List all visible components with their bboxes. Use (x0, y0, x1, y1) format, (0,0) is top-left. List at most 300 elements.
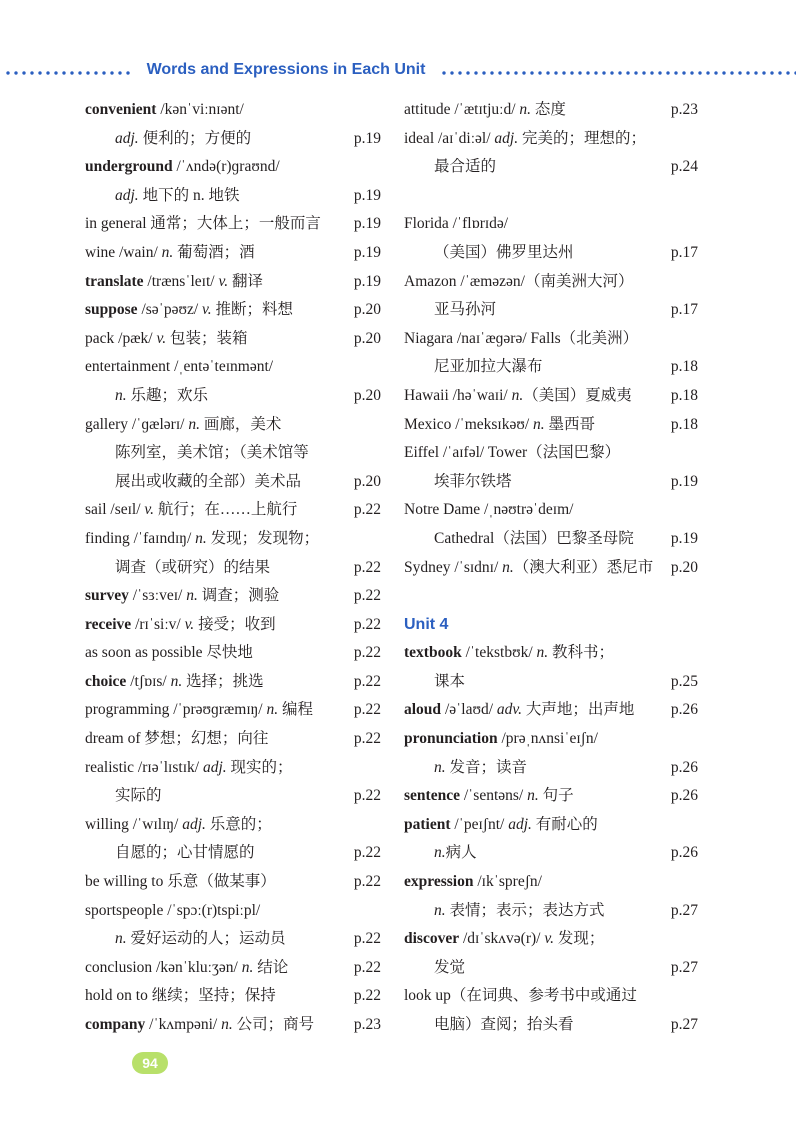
vocab-entry (404, 868, 698, 897)
entry-text (404, 525, 634, 554)
pronunciation-text: finding /ˈfaɪndɪŋ/ (85, 529, 196, 547)
definition: 地下的 n. 地铁 (138, 186, 240, 204)
page-header (0, 60, 800, 84)
entry-text (404, 210, 508, 239)
entry-text (404, 153, 496, 182)
part-of-speech: adj. (115, 186, 139, 204)
vocab-entry (85, 725, 381, 754)
entry-text (404, 668, 465, 697)
pronunciation-text: /ˈkʌmpəni/ (145, 1016, 222, 1033)
page-reference: p.23 (670, 101, 698, 118)
entry-text (85, 868, 276, 897)
page-reference: p.22 (353, 587, 381, 605)
page-reference: p.22 (353, 501, 381, 519)
part-of-speech: n. (511, 386, 524, 404)
pronunciation-text: /ˈsɜːveɪ/ (128, 587, 187, 605)
definition: 发音；读音 (445, 758, 528, 776)
entry-text (404, 639, 614, 668)
pronunciation-text: 发觉 (434, 958, 466, 976)
entry-text (85, 439, 309, 468)
page-reference: p.22 (353, 958, 381, 976)
vocab-entry (404, 525, 698, 554)
headword: convenient (85, 101, 157, 118)
pronunciation-text: programming /ˈprəʊɡræmɪŋ/ (85, 701, 267, 719)
spacer (404, 582, 698, 611)
vocab-entry (85, 611, 381, 640)
entry-text (85, 496, 297, 525)
page-reference: p.22 (353, 873, 381, 891)
pronunciation-text: Sydney /ˈsɪdnɪ/ (404, 558, 503, 576)
headword: receive (85, 615, 132, 633)
vocab-entry (85, 897, 381, 926)
pronunciation-text: be willing to 乐意（做某事） (85, 873, 276, 891)
page-reference: p.22 (353, 844, 381, 862)
vocab-entry (85, 668, 381, 697)
vocab-entry (85, 182, 381, 211)
entry-text (85, 754, 293, 783)
entry-text (85, 668, 264, 697)
entry-text (404, 325, 638, 354)
pronunciation-text: Cathedral（法国）巴黎圣母院 (434, 529, 634, 547)
definition: （澳大利亚）悉尼市 (513, 558, 654, 576)
part-of-speech: n. (527, 787, 539, 805)
page-reference: p.19 (670, 529, 698, 547)
part-of-speech: n. (434, 758, 446, 776)
definition: 公司；商号 (232, 1016, 315, 1033)
vocab-entry (404, 725, 698, 754)
vocab-entry (404, 411, 698, 440)
page-reference: p.27 (670, 1016, 698, 1033)
vocab-entry (85, 325, 381, 354)
part-of-speech: n. (188, 415, 200, 433)
pronunciation-text: pack /pæk/ (85, 329, 157, 347)
page-reference: p.22 (353, 787, 381, 805)
entry-text (404, 468, 512, 497)
headword: patient (404, 815, 451, 833)
pronunciation-text: /tʃɒɪs/ (126, 672, 171, 690)
headword: survey (85, 587, 129, 605)
pronunciation-text: Notre Dame /ˌnəʊtrəˈdeɪm/ (404, 501, 574, 519)
vocab-entry (404, 439, 698, 468)
part-of-speech: n. (195, 529, 207, 547)
part-of-speech: v. (218, 272, 229, 290)
page-reference: p.25 (670, 672, 698, 690)
pronunciation-text: /ˈpeɪʃnt/ (450, 815, 509, 833)
vocab-entry (404, 353, 698, 382)
pronunciation-text: look up（在词典、参考书中或通过 (404, 987, 637, 1005)
definition: （美国）夏威夷 (523, 386, 632, 404)
part-of-speech: v. (202, 301, 212, 319)
part-of-speech: adj. (494, 129, 519, 147)
part-of-speech: n. (266, 701, 279, 719)
entry-text (85, 353, 273, 382)
pronunciation-text: wine /wain/ (85, 243, 162, 261)
entry-text (85, 696, 313, 725)
page-reference: p.22 (353, 644, 381, 662)
pronunciation-text: 电脑）查阅；抬头看 (434, 1016, 574, 1033)
definition: 表情；表示；表达方式 (445, 901, 605, 919)
page-reference: p.27 (670, 958, 698, 976)
pronunciation-text: 尼亚加拉大瀑布 (434, 358, 543, 376)
vocab-entry (404, 897, 698, 926)
page-reference: p.22 (353, 615, 381, 633)
page-reference: p.18 (670, 358, 698, 376)
pronunciation-text: 最合适的 (434, 158, 497, 176)
definition: 调查；测验 (197, 587, 280, 605)
entry-text (404, 782, 574, 811)
definition: 推断；料想 (211, 301, 294, 319)
entry-text (85, 325, 247, 354)
headword: translate (85, 272, 144, 290)
pronunciation-text: /prəˌnʌnsiˈeɪʃn/ (497, 730, 598, 748)
entry-text (85, 611, 276, 640)
vocab-entry (404, 696, 698, 725)
vocab-entry (85, 696, 381, 725)
definition: 发现；发现物； (206, 529, 320, 547)
entry-text (404, 725, 598, 754)
definition: 葡萄酒；酒 (173, 243, 255, 261)
entry-text (85, 268, 263, 297)
vocab-entry (85, 782, 381, 811)
part-of-speech: n. (115, 386, 127, 404)
vocab-entry (85, 239, 381, 268)
entry-text (404, 125, 646, 154)
vocab-entry (404, 954, 698, 983)
vocab-entry (85, 496, 381, 525)
definition: 航行；在……上航行 (154, 501, 298, 519)
vocab-entry (85, 582, 381, 611)
entry-text (404, 268, 633, 297)
entry-text (404, 554, 653, 583)
entry-text (404, 754, 527, 783)
part-of-speech: adj. (115, 129, 139, 147)
entry-text (404, 382, 632, 411)
vocab-entry (85, 1011, 381, 1040)
pronunciation-text: realistic /rɪəˈlɪstɪk/ (85, 758, 203, 776)
part-of-speech: n. (161, 243, 174, 261)
definition: 态度 (531, 101, 566, 118)
pronunciation-text: Hawaii /həˈwaɪi/ (404, 386, 512, 404)
vocab-entry (85, 96, 381, 125)
vocab-entry (404, 611, 698, 640)
vocab-entry (85, 411, 381, 440)
pronunciation-text: /səˈpəʊz/ (137, 301, 203, 319)
page-reference: p.24 (670, 158, 698, 176)
vocab-entry (85, 839, 381, 868)
vocab-entry (404, 239, 698, 268)
pronunciation-text: Eiffel /ˈaɪfəl/ Tower（法国巴黎） (404, 444, 621, 462)
header-title: Words and Expressions in Each Unit (146, 61, 426, 78)
vocab-entry (85, 468, 381, 497)
entry-text (404, 353, 543, 382)
page-reference: p.17 (670, 301, 698, 319)
entry-text (404, 897, 605, 926)
headword: discover (404, 930, 460, 948)
vocab-entry (85, 754, 381, 783)
definition: 画廊，美术 (199, 415, 282, 433)
unit-heading: Unit 4 (404, 615, 449, 633)
page-reference: p.22 (353, 701, 381, 719)
part-of-speech: v. (184, 615, 195, 633)
definition: 发现； (553, 930, 605, 948)
page-reference: p.26 (670, 701, 698, 719)
vocab-entry (85, 439, 381, 468)
spacer (404, 182, 698, 211)
part-of-speech: n. (221, 1016, 233, 1033)
entry-text (85, 125, 251, 154)
definition: 大声地；出声地 (522, 701, 635, 719)
entry-text (85, 1011, 314, 1040)
page-reference: p.19 (353, 272, 381, 290)
entry-text (404, 96, 566, 125)
part-of-speech: adv. (496, 701, 523, 719)
page-reference: p.22 (353, 730, 381, 748)
part-of-speech: adj. (182, 815, 206, 833)
entry-text (85, 925, 286, 954)
pronunciation-text: /rɪˈsiːv/ (131, 615, 185, 633)
entry-text (85, 182, 239, 211)
vocab-entry (404, 496, 698, 525)
entry-text (404, 411, 595, 440)
definition: 有耐心的 (531, 815, 598, 833)
definition: 乐意的； (205, 815, 272, 833)
entry-text (85, 96, 244, 125)
entry-text (404, 439, 620, 468)
pronunciation-text: Niagara /naɪˈæɡərə/ Falls（北美洲） (404, 329, 639, 347)
pronunciation-text: conclusion /kənˈkluːʒən/ (85, 958, 242, 976)
pronunciation-text: /ˈtekstbʊk/ (461, 644, 537, 662)
part-of-speech: n. (186, 587, 198, 605)
page-reference: p.18 (670, 415, 698, 433)
pronunciation-text: willing /ˈwɪlɪŋ/ (85, 815, 183, 833)
page-reference: p.19 (353, 243, 381, 261)
headword: pronunciation (404, 730, 498, 748)
pronunciation-text: 实际的 (115, 787, 162, 805)
pronunciation-text: /kənˈviːnɪənt/ (156, 101, 244, 118)
vocab-entry (85, 125, 381, 154)
page-reference: p.20 (353, 329, 381, 347)
vocab-entry (404, 554, 698, 583)
definition: 墨西哥 (544, 415, 596, 433)
definition: 句子 (538, 787, 574, 805)
vocab-entry (404, 382, 698, 411)
entry-text (85, 153, 280, 182)
page-reference: p.19 (353, 186, 381, 204)
definition: 完美的；理想的； (518, 129, 646, 147)
page-reference: p.19 (353, 129, 381, 147)
page-reference: p.18 (670, 386, 698, 404)
entry-text (404, 954, 465, 983)
pronunciation-text: 展出或收藏的全部）美术品 (115, 472, 302, 490)
definition: 编程 (278, 701, 313, 719)
pronunciation-text: /ˈsentəns/ (459, 787, 528, 805)
pronunciation-text: 亚马孙河 (434, 301, 497, 319)
vocab-entry (85, 382, 381, 411)
definition: 选择；挑选 (182, 672, 264, 690)
entry-text (85, 782, 162, 811)
pronunciation-text: Florida /ˈflɒrɪdə/ (404, 215, 509, 233)
pronunciation-text: sportspeople /ˈspɔː(r)tspiːpl/ (85, 901, 261, 919)
entry-text (85, 554, 270, 583)
vocab-entry (85, 639, 381, 668)
pronunciation-text: hold on to 继续；坚持；保持 (85, 987, 276, 1005)
part-of-speech: adj. (508, 815, 532, 833)
headword: underground (85, 158, 173, 176)
vocab-entry (85, 210, 381, 239)
page-reference: p.23 (353, 1016, 381, 1033)
vocab-entry (404, 754, 698, 783)
definition: 病人 (445, 844, 477, 862)
entry-text (404, 839, 477, 868)
header-dots-left (4, 71, 132, 75)
vocab-entry (404, 782, 698, 811)
headword: textbook (404, 644, 462, 662)
pronunciation-text: 课本 (434, 672, 466, 690)
page-reference: p.17 (670, 243, 698, 261)
entry-text (85, 897, 260, 926)
headword: aloud (404, 701, 442, 719)
vocab-entry (85, 554, 381, 583)
vocab-entry (85, 925, 381, 954)
pronunciation-text: /dɪˈskʌvə(r)/ (459, 930, 545, 948)
vocab-entry (85, 268, 381, 297)
definition: 爱好运动的人；运动员 (126, 930, 286, 948)
headword: suppose (85, 301, 138, 319)
pronunciation-text: /ˈʌndə(r)ɡraʊnd/ (172, 158, 280, 176)
page-reference: p.19 (670, 472, 698, 490)
page-reference: p.26 (670, 787, 698, 805)
part-of-speech: n. (434, 901, 446, 919)
part-of-speech: n. (170, 672, 183, 690)
entry-text (404, 811, 598, 840)
entry-text (85, 839, 255, 868)
definition: 结论 (253, 958, 289, 976)
part-of-speech: adj. (202, 758, 227, 776)
part-of-speech: v. (156, 329, 167, 347)
vocab-entry (404, 639, 698, 668)
vocab-entry (85, 811, 381, 840)
pronunciation-text: Mexico /ˈmeksɪkəʊ/ (404, 415, 534, 433)
page-reference: p.27 (670, 901, 698, 919)
entry-text (404, 982, 637, 1011)
headword: company (85, 1016, 146, 1033)
vocab-entry (404, 296, 698, 325)
page-reference: p.26 (670, 758, 698, 776)
part-of-speech: n. (502, 558, 514, 576)
pronunciation-text: /trænsˈleɪt/ (143, 272, 219, 290)
vocab-entry (404, 982, 698, 1011)
entry-text (404, 1011, 574, 1040)
pronunciation-text: in general 通常；大体上；一般而言 (85, 215, 321, 233)
vocab-entry (85, 525, 381, 554)
page-number-badge: 94 (132, 1052, 168, 1074)
entry-text (85, 210, 321, 239)
page-reference: p.20 (353, 472, 381, 490)
page-reference: p.20 (670, 558, 698, 576)
entry-text (85, 382, 208, 411)
headword: choice (85, 672, 127, 690)
vocab-entry (404, 210, 698, 239)
vocab-entry (404, 1011, 698, 1040)
pronunciation-text: as soon as possible 尽快地 (85, 644, 253, 662)
pronunciation-text: attitude /ˈætɪtjuːd/ (404, 101, 520, 118)
part-of-speech: n. (241, 958, 254, 976)
headword: sentence (404, 787, 460, 805)
part-of-speech: n. (519, 101, 532, 118)
definition: 教科书； (548, 644, 615, 662)
part-of-speech: n. (533, 415, 545, 433)
page-reference: p.26 (670, 844, 698, 862)
pronunciation-text: Amazon /ˈæməzən/（南美洲大河） (404, 272, 634, 290)
page-reference: p.20 (353, 386, 381, 404)
entry-text (85, 525, 319, 554)
page-reference: p.22 (353, 930, 381, 948)
part-of-speech: n. (115, 930, 127, 948)
pronunciation-text: /ɪkˈspreʃn/ (473, 873, 542, 891)
vocab-entry (85, 353, 381, 382)
pronunciation-text: /əˈlaʊd/ (441, 701, 497, 719)
vocab-entry (404, 668, 698, 697)
pronunciation-text: dream of 梦想；幻想；向往 (85, 730, 269, 748)
pronunciation-text: 埃菲尔铁塔 (434, 472, 512, 490)
right-column (404, 96, 698, 1040)
pronunciation-text: 自愿的；心甘情愿的 (115, 844, 255, 862)
entry-text (85, 811, 272, 840)
vocab-entry (404, 325, 698, 354)
page-reference: p.22 (353, 558, 381, 576)
vocab-entry (404, 925, 698, 954)
vocab-entry (85, 296, 381, 325)
page-reference: p.22 (353, 672, 381, 690)
definition: 包装；装箱 (166, 329, 248, 347)
header-dots-right (440, 71, 796, 75)
pronunciation-text: 陈列室，美术馆；（美术馆等 (115, 444, 309, 462)
entry-text (85, 239, 255, 268)
part-of-speech: v. (144, 501, 155, 519)
entry-text (404, 296, 496, 325)
page-reference: p.20 (353, 301, 381, 319)
pronunciation-text: sail /seɪl/ (85, 501, 145, 519)
definition: 乐趣；欢乐 (126, 386, 209, 404)
pronunciation-text: 调查（或研究）的结果 (115, 558, 271, 576)
entry-text (85, 468, 301, 497)
vocab-entry (404, 153, 698, 182)
pronunciation-text: （美国）佛罗里达州 (434, 243, 574, 261)
definition: 翻译 (228, 272, 263, 290)
definition: 接受；收到 (194, 615, 276, 633)
vocab-entry (404, 811, 698, 840)
entry-text (404, 696, 634, 725)
vocab-entry (85, 982, 381, 1011)
entry-text (85, 582, 279, 611)
entry-text (85, 954, 288, 983)
entry-text (85, 725, 268, 754)
vocab-entry (85, 868, 381, 897)
vocab-entry (404, 839, 698, 868)
vocab-entry (85, 954, 381, 983)
pronunciation-text: ideal /aɪˈdiːəl/ (404, 129, 495, 147)
entry-text (85, 639, 253, 668)
entry-text (85, 296, 293, 325)
vocab-entry (404, 468, 698, 497)
vocab-entry (85, 153, 381, 182)
vocab-entry (404, 125, 698, 154)
vocab-entry (404, 96, 698, 125)
entry-text (85, 982, 276, 1011)
page-reference: p.22 (353, 987, 381, 1005)
left-column (85, 96, 381, 1040)
vocab-entry (404, 268, 698, 297)
